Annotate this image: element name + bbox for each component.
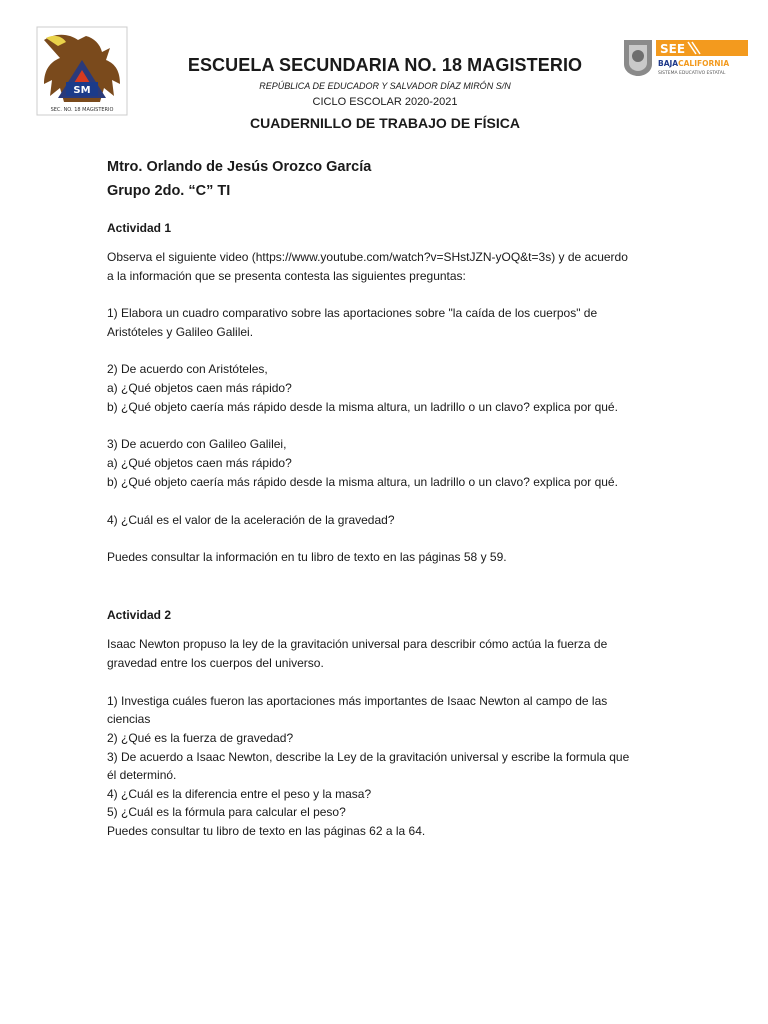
school-cycle: CICLO ESCOLAR 2020-2021 (312, 96, 458, 108)
activity-2-question-line: 5) ¿Cuál es la fórmula para calcular el peso? (107, 805, 346, 819)
activity-2-question-line: 2) ¿Qué es la fuerza de gravedad? (107, 731, 294, 745)
state-name-rest: CALIFORNIA (678, 59, 730, 68)
activity-1-question-3b: b) ¿Qué objeto caería más rápido desde la misma altura, un ladrillo o un clavo? explica por qué. (107, 475, 618, 489)
activity-1-question-2: 2) De acuerdo con Aristóteles, (107, 362, 268, 376)
activity-2-question-line: él determinó. (107, 768, 177, 782)
activity-2-question-line: 3) De acuerdo a Isaac Newton, describe la Ley de la gravitación universal y escribe la formula que (107, 750, 630, 764)
activity-1-question-2b: b) ¿Qué objeto caería más rápido desde la misma altura, un ladrillo o un clavo? explica por qué. (107, 400, 618, 414)
school-address: REPÚBLICA DE EDUCADOR Y SALVADOR DÍAZ MIRÓN S/N (259, 81, 511, 91)
activity-1-question-1: Aristóteles y Galileo Galilei. (107, 325, 254, 339)
state-caption: SISTEMA EDUCATIVO ESTATAL (658, 71, 726, 76)
activity-2-question-line: 4) ¿Cuál es la diferencia entre el peso y la masa? (107, 787, 372, 801)
activity-1-question-1: 1) Elabora un cuadro comparativo sobre las aportaciones sobre "la caída de los cuerpos" de (107, 306, 598, 320)
activity-2-title: Actividad 2 (107, 608, 172, 622)
school-logo-caption: SEC. NO. 18 MAGISTERIO (50, 107, 114, 113)
school-initials: SM (73, 85, 91, 96)
booklet-title: CUADERNILLO DE TRABAJO DE FÍSICA (250, 115, 520, 131)
see-baja-california-logo (622, 36, 752, 78)
state-name-bold: BAJA (658, 59, 679, 68)
activity-2-intro-line: gravedad entre los cuerpos del universo. (107, 656, 324, 670)
activity-1-title: Actividad 1 (107, 221, 172, 235)
school-title: ESCUELA SECUNDARIA NO. 18 MAGISTERIO (187, 55, 583, 75)
state-name (658, 59, 729, 68)
activity-1-question-4: 4) ¿Cuál es el valor de la aceleración de la gravedad? (107, 513, 395, 527)
see-label: SEE (660, 42, 686, 56)
school-emblem-logo (36, 26, 128, 116)
activity-2-question-line: 1) Investiga cuáles fueron las aportaciones más importantes de Isaac Newton al campo de las (107, 694, 608, 708)
activity-1-intro-line: a la información que se presenta contesta las siguientes preguntas: (107, 269, 466, 283)
activity-1-intro-line: Observa el siguiente video (https://www.youtube.com/watch?v=SHstJZN-yOQ&t=3s) y de acuerdo (107, 250, 628, 264)
activity-2-question-line: ciencias (107, 712, 151, 726)
teacher-group: Grupo 2do. “C” TI (107, 183, 231, 199)
teacher-name: Mtro. Orlando de Jesús Orozco García (107, 159, 372, 175)
activity-2-note: Puedes consultar tu libro de texto en las páginas 62 a la 64. (107, 824, 426, 838)
activity-1-note: Puedes consultar la información en tu libro de texto en las páginas 58 y 59. (107, 550, 507, 564)
activity-2-intro-line: Isaac Newton propuso la ley de la gravitación universal para describir cómo actúa la fuerza de (107, 637, 608, 651)
activity-1-question-3: 3) De acuerdo con Galileo Galilei, (107, 437, 287, 451)
activity-1-question-2a: a) ¿Qué objetos caen más rápido? (107, 381, 292, 395)
activity-1-question-3a: a) ¿Qué objetos caen más rápido? (107, 456, 292, 470)
